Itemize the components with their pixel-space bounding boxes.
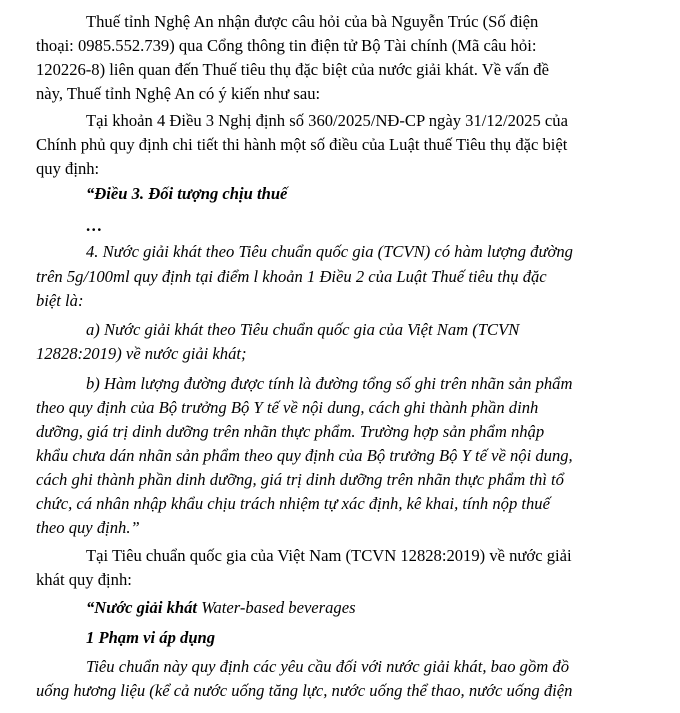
text-line: Tại khoản 4 Điều 3 Nghị định số 360/2025/NĐ-CP ngày 31/12/2025 của xyxy=(86,111,568,130)
text-line: 12828:2019) về nước giải khát; xyxy=(36,344,247,363)
scope-heading: 1 Phạm vi áp dụng xyxy=(86,628,216,647)
text-line: dưỡng, giá trị dinh dưỡng trên nhãn thực phẩm. Trường hợp sản phẩm nhập xyxy=(36,422,545,441)
text-line: khát quy định: xyxy=(36,570,132,589)
text-line: Tiêu chuẩn này quy định các yêu cầu đối với nước giải khát, bao gồm đồ xyxy=(86,657,569,676)
text-line: 120226-8) liên quan đến Thuế tiêu thụ đặc biệt của nước giải khát. Về vấn đề xyxy=(36,60,549,79)
text-line: Chính phủ quy định chi tiết thi hành một số điều của Luật thuế Tiêu thụ đặc biệt xyxy=(36,135,568,154)
text-line: khẩu chưa dán nhãn sản phẩm theo quy định của Bộ trưởng Bộ Y tế về nội dung, xyxy=(36,446,573,465)
term-vietnamese: “Nước giải khát xyxy=(86,598,198,617)
text-line: b) Hàm lượng đường được tính là đường tổng số ghi trên nhãn sản phẩm xyxy=(86,374,573,393)
text-line: a) Nước giải khát theo Tiêu chuẩn quốc gia của Việt Nam (TCVN xyxy=(86,320,520,339)
text-line: Tại Tiêu chuẩn quốc gia của Việt Nam (TCVN 12828:2019) về nước giải xyxy=(86,546,572,565)
ellipsis: … xyxy=(86,216,103,235)
text-line: quy định: xyxy=(36,159,100,178)
text-line: thoại: 0985.552.739) qua Cổng thông tin điện tử Bộ Tài chính (Mã câu hỏi: xyxy=(36,36,537,55)
text-line: theo quy định của Bộ trưởng Bộ Y tế về nội dung, cách ghi thành phần dinh xyxy=(36,398,539,417)
term-english: Water-based beverages xyxy=(197,598,356,617)
term-line xyxy=(86,600,356,617)
text-line: trên 5g/100ml quy định tại điểm l khoản 1 Điều 2 của Luật Thuế tiêu thụ đặc xyxy=(36,267,547,286)
text-line: chức, cá nhân nhập khẩu chịu trách nhiệm tự xác định, kê khai, tính nộp thuế xyxy=(36,494,550,513)
text-line: này, Thuế tỉnh Nghệ An có ý kiến như sau: xyxy=(36,84,321,103)
text-line: Thuế tỉnh Nghệ An nhận được câu hỏi của bà Nguyễn Trúc (Số điện xyxy=(86,12,539,31)
text-line: uống hương liệu (kể cả nước uống tăng lực, nước uống thể thao, nước uống điện xyxy=(36,681,573,700)
text-line: 4. Nước giải khát theo Tiêu chuẩn quốc gia (TCVN) có hàm lượng đường xyxy=(86,242,573,261)
text-line: biệt là: xyxy=(36,291,84,310)
text-line: cách ghi thành phần dinh dưỡng, giá trị dinh dưỡng trên nhãn thực phẩm thì tổ xyxy=(36,470,564,489)
text-line: theo quy định.” xyxy=(36,518,140,537)
quote-heading: “Điều 3. Đối tượng chịu thuế xyxy=(86,184,288,203)
